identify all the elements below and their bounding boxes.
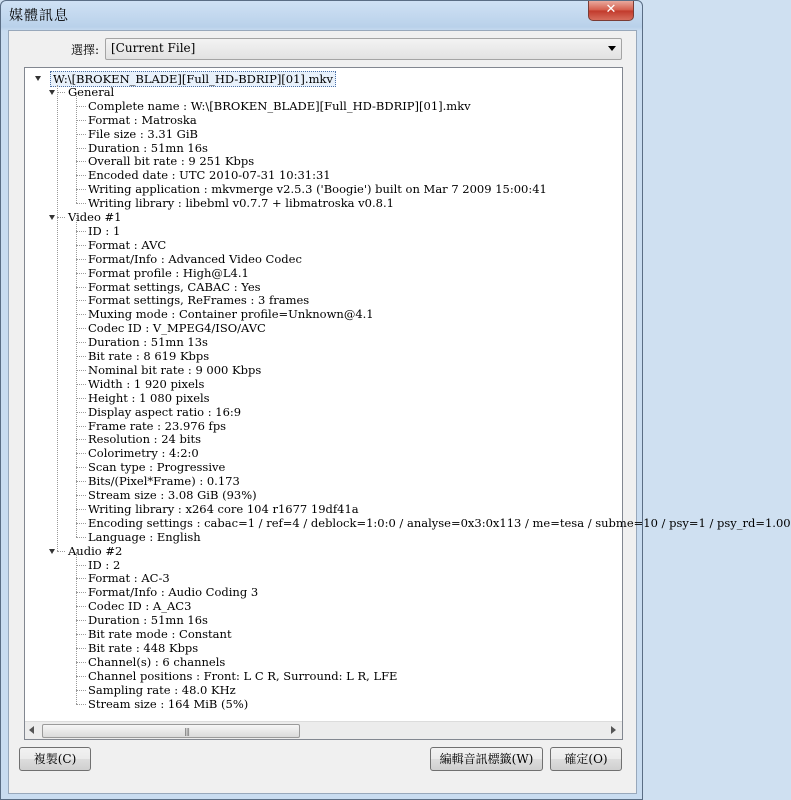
tree-item[interactable]: Codec ID : A_AC3	[88, 599, 192, 614]
scrollbar-thumb[interactable]	[42, 724, 300, 738]
tree-connector	[76, 412, 86, 413]
tree-connector	[76, 259, 86, 260]
tree-connector	[76, 175, 86, 176]
dialog-client-area	[8, 30, 791, 794]
tree-connector	[76, 93, 77, 203]
tree-connector	[76, 467, 86, 468]
tree-item[interactable]: Bit rate : 8 619 Kbps	[88, 349, 210, 363]
tree-item[interactable]: Format settings, CABAC : Yes	[88, 279, 261, 294]
tree-item[interactable]: Format : AVC	[88, 237, 167, 252]
tree-item[interactable]: Format/Info : Audio Coding 3	[88, 585, 259, 600]
tree-item[interactable]: Sampling rate : 48.0 KHz	[88, 682, 236, 697]
tree-item[interactable]: Writing library : libebml v0.7.7 + libmatroska v0.8.1	[88, 196, 394, 211]
grip-icon: |||	[184, 727, 190, 736]
tree-connector	[76, 189, 86, 190]
chevron-down-icon	[608, 46, 616, 51]
close-button[interactable]: ✕	[588, 1, 634, 21]
horizontal-scrollbar[interactable]	[25, 721, 622, 739]
tree-item[interactable]: Overall bit rate : 9 251 Kbps	[88, 154, 255, 169]
tree-section-1[interactable]: Video #1	[68, 210, 122, 224]
tree-item[interactable]: Writing library : x264 core 104 r1677 19df41a	[88, 501, 359, 516]
tree-connector	[76, 273, 86, 274]
tree-item[interactable]: Bit rate : 448 Kbps	[88, 640, 199, 655]
expand-arrow-icon[interactable]	[49, 549, 55, 554]
tree-connector	[76, 384, 86, 385]
select-label: 選擇:	[71, 43, 100, 57]
tree-connector	[76, 426, 86, 427]
tree-connector	[76, 690, 86, 691]
tree-item[interactable]: Encoding settings : cabac=1 / ref=4 / deblock=1:0:0 / analyse=0x3:0x113 / me=tesa / subme=10 / psy=1 / psy_rd=1.00	[88, 515, 791, 530]
edit-audio-tags-button[interactable]: 編輯音訊標籤(W)	[430, 747, 543, 771]
tree-connector	[76, 453, 86, 454]
tree-connector	[76, 134, 86, 135]
tree-item[interactable]: Duration : 51mn 13s	[88, 335, 208, 350]
tree-connector	[76, 620, 86, 621]
tree-item[interactable]: Format/Info : Advanced Video Codec	[88, 251, 302, 266]
tree-connector	[76, 676, 86, 677]
tree-item[interactable]: Bit rate mode : Constant	[88, 627, 232, 641]
tree-item[interactable]: Colorimetry : 4:2:0	[88, 446, 199, 461]
tree-item[interactable]: Stream size : 164 MiB (5%)	[88, 696, 249, 711]
tree-item[interactable]: Height : 1 080 pixels	[88, 390, 210, 405]
tree-item[interactable]: Writing application : mkvmerge v2.5.3 ('Boogie') built on Mar 7 2009 15:00:41	[88, 182, 547, 197]
tree-connector	[57, 551, 65, 552]
tree-item[interactable]: Format settings, ReFrames : 3 frames	[88, 293, 310, 308]
tree-item[interactable]: Width : 1 920 pixels	[88, 376, 205, 391]
tree-connector	[76, 328, 86, 329]
tree-connector	[76, 356, 86, 357]
tree-connector	[76, 120, 86, 121]
tree-connector	[76, 342, 86, 343]
tree-item[interactable]: Duration : 51mn 16s	[88, 613, 208, 628]
tree-connector	[76, 148, 86, 149]
scroll-right-arrow-icon[interactable]	[611, 726, 616, 734]
title-bar	[1, 1, 642, 29]
tree-connector	[76, 218, 77, 537]
tree-connector	[76, 439, 86, 440]
tree-connector	[76, 106, 86, 107]
tree-item[interactable]: Scan type : Progressive	[88, 460, 226, 475]
tree-connector	[76, 245, 86, 246]
tree-item[interactable]: Encoded date : UTC 2010-07-31 10:31:31	[88, 168, 331, 183]
tree-connector	[76, 662, 86, 663]
tree-connector	[76, 495, 86, 496]
expand-arrow-icon[interactable]	[35, 76, 41, 81]
file-select-value: [Current File]	[111, 41, 196, 55]
media-info-tree[interactable]	[24, 67, 791, 740]
tree-connector	[76, 537, 86, 538]
tree-section-0[interactable]: General	[68, 84, 115, 99]
tree-connector	[76, 370, 86, 371]
tree-file-node[interactable]: W:\[BROKEN_BLADE][Full_HD-BDRIP][01].mkv	[50, 71, 336, 87]
file-select-dropdown[interactable]	[105, 38, 622, 60]
tree-connector	[76, 203, 86, 204]
tree-item[interactable]: Duration : 51mn 16s	[88, 140, 208, 155]
tree-connector	[76, 648, 86, 649]
tree-item[interactable]: Complete name : W:\[BROKEN_BLADE][Full_HD-BDRIP][01].mkv	[88, 98, 471, 113]
tree-connector	[76, 523, 86, 524]
tree-connector	[76, 398, 86, 399]
expand-arrow-icon[interactable]	[49, 90, 55, 95]
tree-connector	[57, 92, 65, 93]
tree-item[interactable]: Codec ID : V_MPEG4/ISO/AVC	[88, 321, 266, 336]
tree-connector	[76, 287, 86, 288]
tree-connector	[76, 481, 86, 482]
tree-connector	[76, 552, 77, 704]
expand-arrow-icon[interactable]	[49, 215, 55, 220]
tree-item[interactable]: Format : AC-3	[88, 571, 170, 586]
tree-connector	[57, 217, 65, 218]
tree-item[interactable]: Frame rate : 23.976 fps	[88, 418, 227, 433]
tree-connector	[76, 509, 86, 510]
tree-item[interactable]: Format : Matroska	[88, 112, 197, 127]
tree-section-2[interactable]: Audio #2	[68, 543, 123, 558]
copy-button[interactable]: 複製(C)	[19, 747, 91, 771]
tree-item[interactable]: Channel positions : Front: L C R, Surround: L R, LFE	[88, 668, 398, 683]
tree-item[interactable]: Channel(s) : 6 channels	[88, 654, 226, 669]
tree-item[interactable]: Format profile : High@L4.1	[88, 265, 249, 280]
tree-item[interactable]: Stream size : 3.08 GiB (93%)	[88, 488, 257, 502]
tree-item[interactable]: Language : English	[88, 529, 201, 544]
tree-item[interactable]: Bits/(Pixel*Frame) : 0.173	[88, 474, 240, 489]
tree-connector	[76, 592, 86, 593]
tree-item[interactable]: Resolution : 24 bits	[88, 432, 202, 447]
tree-item[interactable]: File size : 3.31 GiB	[88, 126, 199, 141]
tree-connector	[76, 300, 86, 301]
tree-connector	[57, 85, 58, 551]
tree-connector	[76, 704, 86, 705]
tree-connector	[76, 565, 86, 566]
tree-connector	[76, 314, 86, 315]
tree-connector	[76, 231, 86, 232]
tree-connector	[76, 161, 86, 162]
tree-item[interactable]: Nominal bit rate : 9 000 Kbps	[88, 362, 262, 377]
tree-item[interactable]: Display aspect ratio : 16:9	[88, 404, 242, 419]
tree-connector	[76, 606, 86, 607]
tree-item[interactable]: Muxing mode : Container profile=Unknown@4.1	[88, 307, 374, 322]
tree-connector	[76, 634, 86, 635]
tree-item[interactable]: ID : 2	[88, 557, 121, 572]
tree-connector	[76, 578, 86, 579]
tree-item[interactable]: ID : 1	[88, 223, 121, 238]
scroll-left-arrow-icon[interactable]	[29, 726, 34, 734]
ok-button[interactable]: 確定(O)	[550, 747, 622, 771]
window-title: 媒體訊息	[9, 8, 69, 24]
